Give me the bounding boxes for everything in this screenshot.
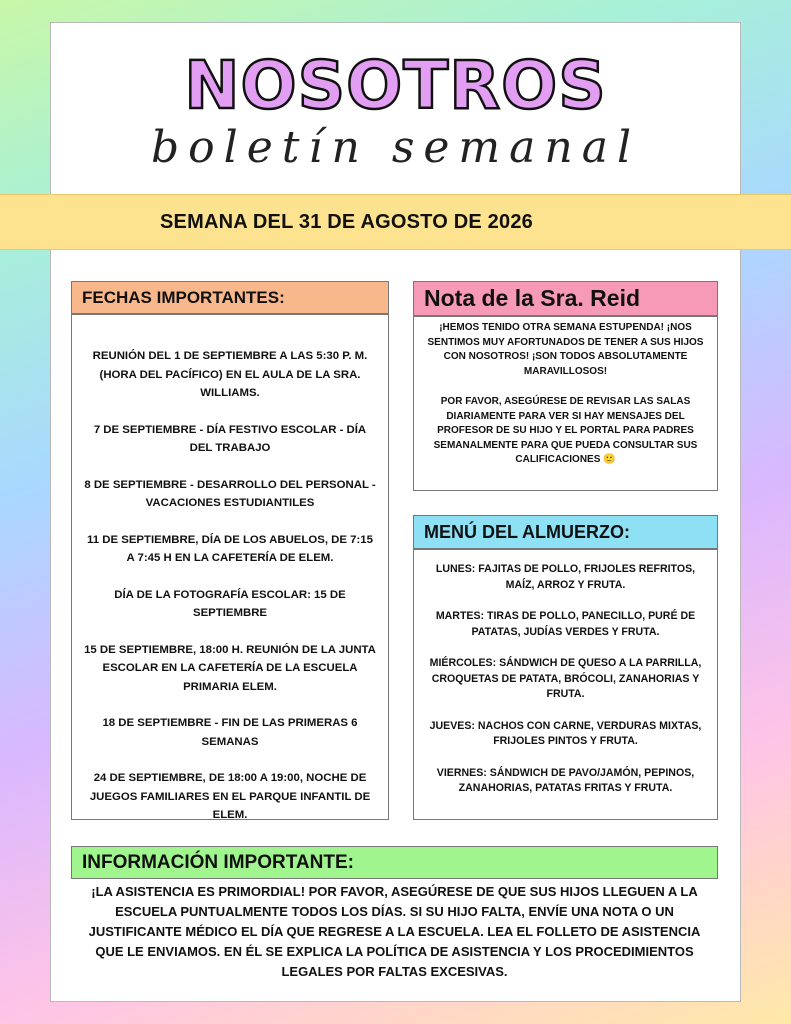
info-title: INFORMACIÓN IMPORTANTE: [82, 851, 354, 873]
nota-paragraph: ¡HEMOS TENIDO OTRA SEMANA ESTUPENDA! ¡NOS SENTIMOS MUY AFORTUNADOS DE TENER A SUS HIJOS CON NOSOTROS! ¡SON TODOS ABSOLUTAMENTE MARAVILLOSOS! [427, 322, 704, 377]
menu-item: VIERNES: SÁNDWICH DE PAVO/JAMÓN, PEPINOS, ZANAHORIAS, PATATAS FRITAS Y FRUTA. [436, 766, 695, 794]
menu-item: MARTES: TIRAS DE POLLO, PANECILLO, PURÉ DE PATATAS, JUDÍAS VERDES Y FRUTA. [435, 610, 696, 638]
week-banner [0, 194, 791, 250]
menu-item: MIÉRCOLES: SÁNDWICH DE QUESO A LA PARRILLA, CROQUETAS DE PATATA, BRÓCOLI, ZANAHORIAS Y FRUTA. [429, 657, 702, 700]
week-label: SEMANA DEL 31 DE AGOSTO DE 2026 [160, 210, 533, 233]
newsletter-subtitle: boletín semanal [150, 122, 641, 173]
fecha-item: 11 DE SEPTIEMBRE, DÍA DE LOS ABUELOS, DE 7:15 A 7:45 H EN LA CAFETERÍA DE ELEM. [87, 533, 373, 564]
fechas-header [71, 281, 389, 314]
menu-item: LUNES: FAJITAS DE POLLO, FRIJOLES REFRITOS, MAÍZ, ARROZ Y FRUTA. [435, 563, 696, 591]
menu-item: JUEVES: NACHOS CON CARNE, VERDURAS MIXTAS, FRIJOLES PINTOS Y FRUTA. [429, 719, 702, 747]
fecha-item: DÍA DE LA FOTOGRAFÍA ESCOLAR: 15 DE SEPTIEMBRE [114, 588, 346, 619]
newsletter-title: NOSOTROS [184, 47, 607, 124]
fecha-item: 18 DE SEPTIEMBRE - FIN DE LAS PRIMERAS 6 SEMANAS [102, 717, 358, 748]
fecha-item: 24 DE SEPTIEMBRE, DE 18:00 A 19:00, NOCHE DE JUEGOS FAMILIARES EN EL PARQUE INFANTIL DE ELEM. [89, 772, 371, 821]
fecha-item: REUNIÓN DEL 1 DE SEPTIEMBRE A LAS 5:30 P. M. (HORA DEL PACÍFICO) EN EL AULA DE LA SRA. WILLIAMS. [92, 350, 368, 399]
menu-header [413, 515, 718, 549]
nota-header [413, 281, 718, 316]
fechas-box [71, 314, 389, 820]
fecha-item: 15 DE SEPTIEMBRE, 18:00 H. REUNIÓN DE LA JUNTA ESCOLAR EN LA CAFETERÍA DE LA ESCUELA PRIMARIA ELEM. [84, 643, 376, 693]
nota-title: Nota de la Sra. Reid [424, 285, 641, 311]
nota-paragraph: POR FAVOR, ASEGÚRESE DE REVISAR LAS SALAS DIARIAMENTE PARA VER SI HAY MENSAJES DEL PROFESOR DE SU HIJO Y EL PORTAL PARA PADRES SEMANALMENTE PARA QUE PUEDA CONSULTAR SUS CALIFICACIONES 🙂 [433, 396, 698, 465]
fecha-item: 7 DE SEPTIEMBRE - DÍA FESTIVO ESCOLAR - DÍA DEL TRABAJO [93, 423, 367, 454]
nota-box [413, 316, 718, 491]
menu-box [413, 549, 718, 820]
info-header [71, 846, 718, 879]
fecha-item: 8 DE SEPTIEMBRE - DESARROLLO DEL PERSONAL - VACACIONES ESTUDIANTILES [84, 478, 376, 509]
info-text: ¡LA ASISTENCIA ES PRIMORDIAL! POR FAVOR, ASEGÚRESE DE QUE SUS HIJOS LLEGUEN A LA ESCUELA PUNTUALMENTE TODOS LOS DÍAS. SI SU HIJO FALTA, ENVÍE UNA NOTA O UN JUSTIFICANTE MÉDICO EL DÍA QUE REGRESE A LA ESCUELA. LEA EL FOLLETO DE ASISTENCIA QUE LE ENVIAMOS. EN ÉL SE EXPLICA LA POLÍTICA DE ASISTENCIA Y LOS PROCEDIMIENTOS LEGALES POR FALTAS EXCESIVAS. [88, 884, 701, 979]
menu-title: MENÚ DEL ALMUERZO: [424, 521, 630, 542]
fechas-title: FECHAS IMPORTANTES: [82, 287, 285, 307]
info-body [71, 880, 718, 984]
